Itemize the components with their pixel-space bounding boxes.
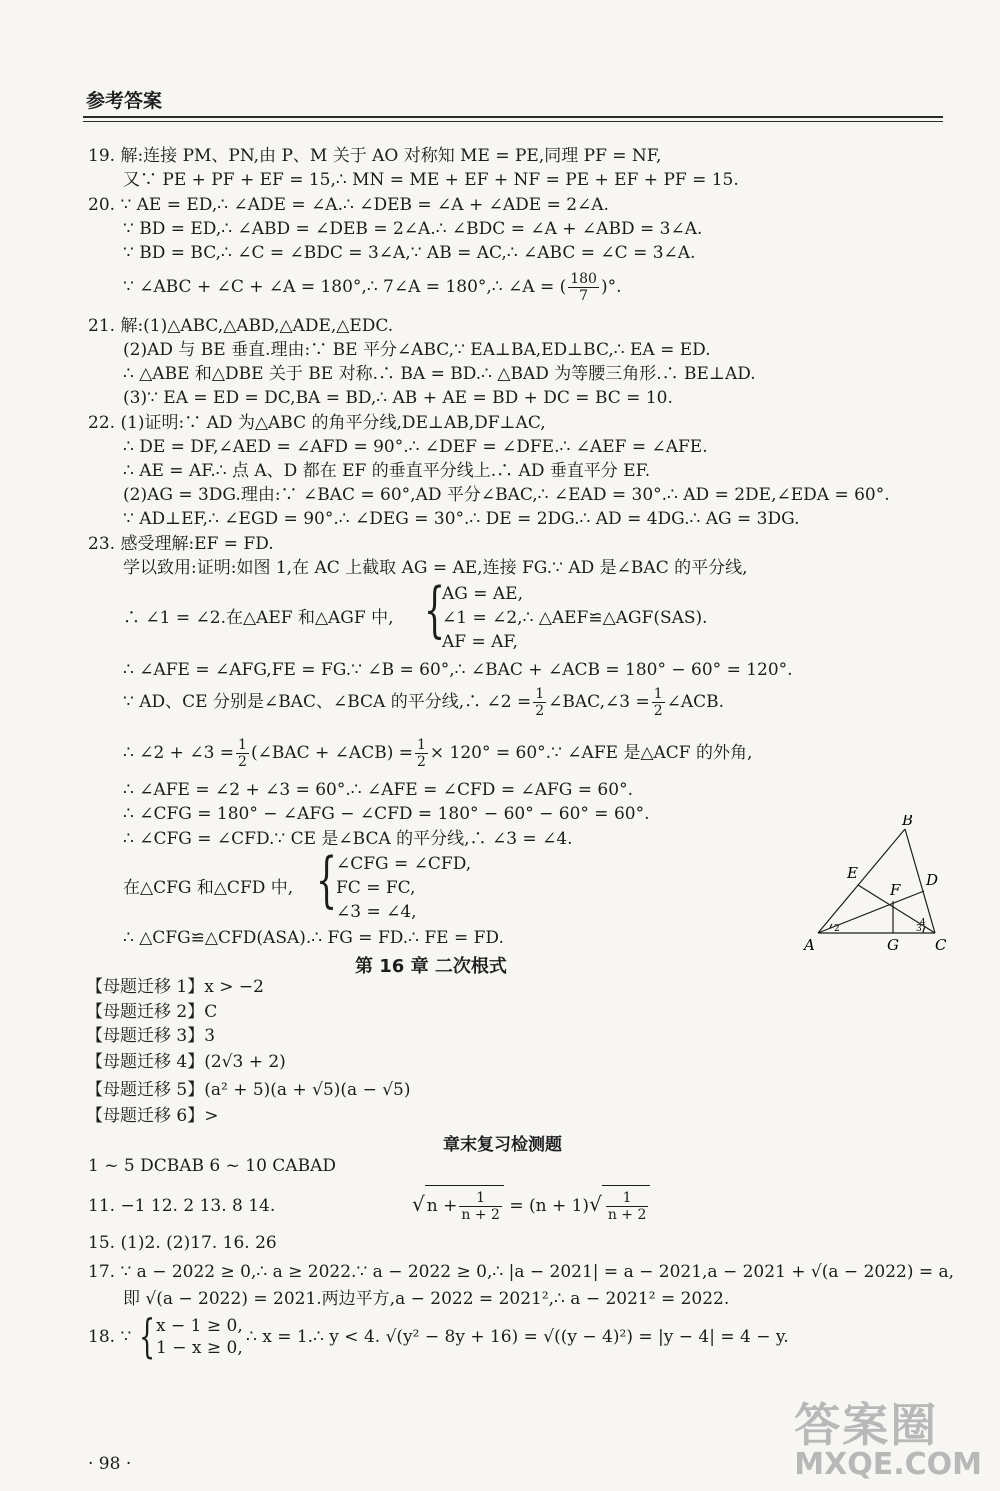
answer-22-line-1: 22. (1)证明:∵ AD 为△ABC 的角平分线,DE⊥AB,DF⊥AC, (88, 413, 546, 433)
system-brace: { (424, 575, 446, 645)
label-g: G (887, 936, 899, 954)
answer-19-line-1: 19. 解:连接 PM、PN,由 P、M 关于 AO 对称知 ME = PE,同理 PF = NF, (88, 146, 662, 166)
fraction-1-over-n-plus-2: $\frac{1}{n + 2}$ (607, 1190, 647, 1223)
system-eq-1: ∠CFG = ∠CFD, (336, 854, 472, 874)
answer-21-line-4: (3)∵ EA = ED = DC,BA = BD,∴ AB + AE = BD + DC = BC = 10. (123, 388, 673, 408)
answer-23-line-11: ∴ △CFG≌△CFD(ASA).∴ FG = FD.∴ FE = FD. (123, 928, 504, 948)
system-eq-2: ∠1 = ∠2,∴ △AEF≌△AGF(SAS). (442, 608, 708, 628)
header-rule-thin (83, 121, 943, 122)
answer-23-line-3: ∴ ∠1 = ∠2.在△AEF 和△AGF 中, (123, 608, 394, 628)
answer-23-line-9: ∴ ∠CFG = ∠CFD.∵ CE 是∠BCA 的平分线,∴ ∠3 = ∠4. (123, 829, 573, 849)
system-eq-2: 1 − x ≥ 0, (156, 1338, 243, 1358)
system-brace: { (316, 845, 338, 915)
answer-19-line-2: 又∵ PE + PF + EF = 15,∴ MN = ME + EF + NF = PE + EF + PF = 15. (123, 170, 739, 190)
answer-23-line-8: ∴ ∠CFG = 180° − ∠AFG − ∠CFD = 180° − 60° − 60° = 60°. (123, 804, 650, 824)
answer-22-line-3: ∴ AE = AF.∴ 点 A、D 都在 EF 的垂直平分线上.∴ AD 垂直平分 EF. (123, 461, 651, 481)
answer-20-line-3: ∵ BD = BC,∴ ∠C = ∠BDC = 3∠A,∵ AB = AC,∴ ∠ABC = ∠C = 3∠A. (123, 243, 696, 263)
transfer-answer-3: 【母题迁移 3】3 (86, 1026, 216, 1046)
answer-17-line-2: 即 √(a − 2022) = 2021.两边平方,a − 2022 = 2021²,∴ a − 2021² = 2022. (123, 1289, 730, 1309)
answer-23-line-1: 23. 感受理解:EF = FD. (88, 534, 274, 554)
answer-18-body: ∴ x = 1.∴ y < 4. √(y² − 8y + 16) = √((y − 4)²) = |y − 4| = 4 − y. (246, 1327, 789, 1347)
label-f: F (890, 881, 901, 899)
answer-23-line-6: ∴ ∠2 + ∠3 = $\frac{1}{2}$ (∠BAC + ∠ACB) = $\frac{1}{2}$ × 120° = 60°.∵ ∠AFE 是△ACF 的外角, (123, 737, 753, 770)
answer-14-expression: √ n + $\frac{1}{n + 2}$ = (n + 1)√ $\frac{1}{n + 2}$ (412, 1184, 650, 1226)
review-section-title: 章末复习检测题 (443, 1135, 562, 1155)
fraction-half: $\frac{1}{2}$ (238, 737, 247, 770)
sqrt-sign: √ (589, 1192, 602, 1216)
answer-23-line-4: ∴ ∠AFE = ∠AFG,FE = FG.∵ ∠B = 60°,∴ ∠BAC + ∠ACB = 180° − 60° = 120°. (123, 660, 793, 680)
fraction-half: $\frac{1}{2}$ (535, 686, 545, 719)
label-c: C (935, 936, 947, 954)
transfer-answer-1: 【母题迁移 1】x > −2 (86, 977, 264, 997)
transfer-answer-2: 【母题迁移 2】C (86, 1002, 218, 1022)
transfer-answer-6: 【母题迁移 6】> (86, 1106, 219, 1126)
chapter-title: 第 16 章 二次根式 (355, 956, 507, 977)
answer-21-line-2: (2)AD 与 BE 垂直.理由:∵ BE 平分∠ABC,∵ EA⊥BA,ED⊥BC,∴ EA = ED. (123, 340, 711, 360)
transfer-answer-5: 【母题迁移 5】(a² + 5)(a + √5)(a − √5) (86, 1080, 411, 1100)
system-eq-3: AF = AF, (442, 632, 518, 652)
transfer-answer-4: 【母题迁移 4】(2√3 + 2) (86, 1052, 286, 1072)
fraction-half: $\frac{1}{2}$ (416, 737, 426, 770)
label-angle-3: 3 (916, 924, 922, 934)
review-answers-15-16: 15. (1)2. (2)17. 16. 26 (88, 1233, 277, 1253)
answer-22-line-5: ∵ AD⊥EF,∴ ∠EGD = 90°.∴ ∠DEG = 30°.∴ DE = 2DG.∴ AD = 4DG.∴ AG = 3DG. (123, 509, 800, 529)
answer-20-line-4: ∵ ∠ABC + ∠C + ∠A = 180°,∴ 7∠A = 180°,∴ ∠A = ( $\frac{180}{7}$ )°. (123, 271, 622, 304)
fraction-1-over-n-plus-2: $\frac{1}{n + 2}$ (461, 1190, 500, 1223)
page-number: · 98 · (88, 1454, 132, 1474)
answer-23-line-2: 学以致用:证明:如图 1,在 AC 上截取 AG = AE,连接 FG.∵ AD 是∠BAC 的平分线, (123, 558, 748, 578)
system-eq-2: FC = FC, (336, 878, 416, 898)
triangle-figure (800, 815, 960, 960)
review-answers-1-10: 1 ~ 5 DCBAB 6 ~ 10 CABAD (88, 1156, 336, 1176)
label-b: B (902, 815, 914, 829)
answer-21-line-3: ∴ △ABE 和△DBE 关于 BE 对称.∴ BA = BD.∴ △BAD 为等腰三角形.∴ BE⊥AD. (123, 364, 756, 384)
answer-22-line-2: ∴ DE = DF,∠AED = ∠AFD = 90°.∴ ∠DEF = ∠DFE.∴ ∠AEF = ∠AFE. (123, 437, 708, 457)
header-rule-thick (83, 116, 943, 118)
fraction-half: $\frac{1}{2}$ (653, 686, 663, 719)
label-angle-2: 2 (834, 924, 840, 934)
answer-23-line-5: ∵ AD、CE 分别是∠BAC、∠BCA 的平分线,∴ ∠2 = $\frac{1}{2}$ ∠BAC,∠3 = $\frac{1}{2}$ ∠ACB. (123, 686, 725, 719)
system-eq-1: x − 1 ≥ 0, (156, 1316, 243, 1336)
answer-22-line-4: (2)AG = 3DG.理由:∵ ∠BAC = 60°,AD 平分∠BAC,∴ ∠EAD = 30°.∴ AD = 2DE,∠EDA = 60°. (123, 485, 890, 505)
label-angle-4: 4 (920, 918, 926, 928)
system-eq-1: AG = AE, (442, 584, 523, 604)
system-brace: { (139, 1309, 156, 1363)
label-d: D (926, 871, 939, 889)
answer-21-line-1: 21. 解:(1)△ABC,△ABD,△ADE,△EDC. (88, 316, 394, 336)
answer-18-prefix: 18. ∵ (88, 1327, 132, 1347)
fraction-180-over-7: $\frac{180}{7}$ (570, 271, 597, 304)
answer-17-line-1: 17. ∵ a − 2022 ≥ 0,∴ a ≥ 2022.∵ a − 2022 ≥ 0,∴ |a − 2021| = a − 2021,a − 2021 + √(a − 2022) = a, (88, 1262, 955, 1282)
answer-20-line-1: 20. ∵ AE = ED,∴ ∠ADE = ∠A.∴ ∠DEB = ∠A + ∠ADE = 2∠A. (88, 195, 609, 215)
review-answers-11-14: 11. −1 12. 2 13. 8 14. (88, 1196, 276, 1216)
sqrt-sign: √ (412, 1192, 425, 1216)
watermark-logo: 答案圈 MXQE.COM (794, 1398, 982, 1482)
system-eq-3: ∠3 = ∠4, (336, 902, 417, 922)
label-e: E (847, 864, 858, 882)
answer-20-line-2: ∵ BD = ED,∴ ∠ABD = ∠DEB = 2∠A.∴ ∠BDC = ∠A + ∠ABD = 3∠A. (123, 219, 703, 239)
page-header-title: 参考答案 (86, 90, 163, 112)
answer-23-line-10: 在△CFG 和△CFD 中, (123, 878, 294, 898)
label-a: A (804, 936, 815, 954)
answer-23-line-7: ∴ ∠AFE = ∠2 + ∠3 = 60°.∴ ∠AFE = ∠CFD = ∠AFG = 60°. (123, 780, 633, 800)
